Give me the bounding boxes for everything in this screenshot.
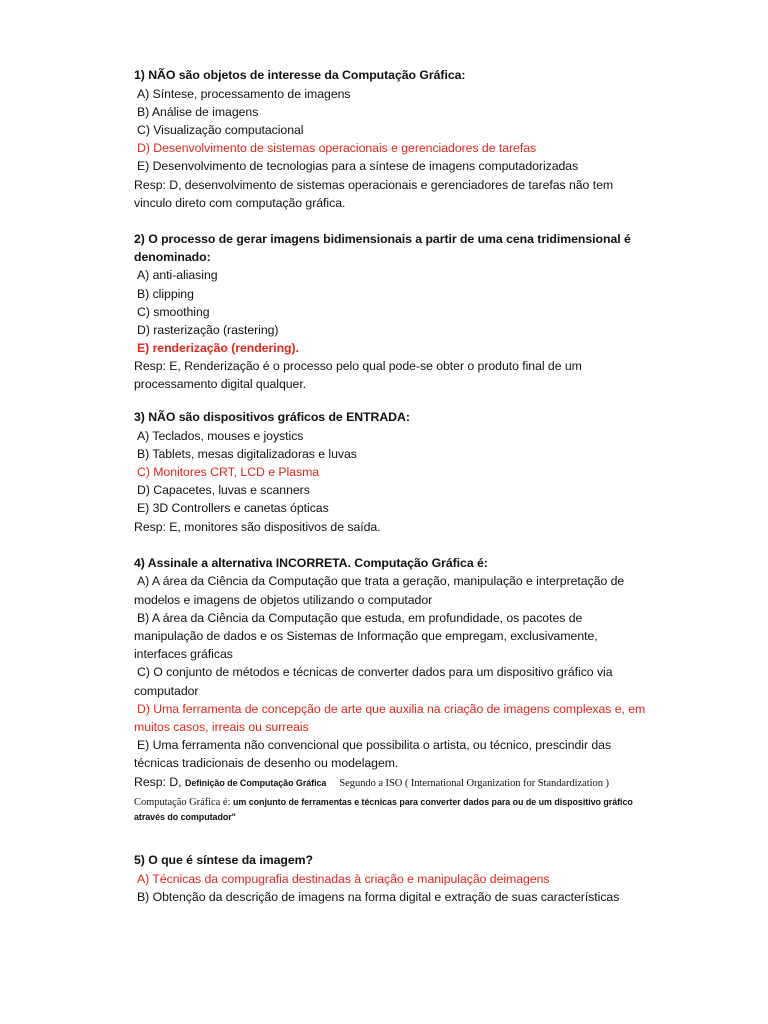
question-2-option-c: C) smoothing (137, 305, 210, 319)
response-cg-label: Computação Gráfica é: (134, 797, 233, 808)
question-3-response: Resp: E, monitores são dispositivos de saída. (134, 520, 381, 534)
question-1-option-b: B) Análise de imagens (137, 105, 259, 119)
question-2-title-line-1: 2) O processo de gerar imagens bidimensionais a partir de uma cena tridimensional é (134, 232, 631, 246)
question-4-option-c-line-2: computador (134, 684, 199, 698)
response-prefix: Resp: D, (134, 775, 185, 789)
question-3-option-a: A) Teclados, mouses e joystics (137, 429, 304, 443)
question-2-option-a: A) anti-aliasing (137, 268, 218, 282)
question-1-response-line-2: vinculo direto com computação gráfica. (134, 196, 346, 210)
question-1-option-d-correct: D) Desenvolvimento de sistemas operacionais e gerenciadores de tarefas (137, 141, 537, 155)
question-2-title-line-2: denominado: (134, 250, 211, 264)
question-5-option-a-correct: A) Técnicas da compugrafia destinadas à criação e manipulação deimagens (137, 872, 550, 886)
question-4-response-line-3 (134, 807, 244, 827)
question-4-title: 4) Assinale a alternativa INCORRETA. Computação Gráfica é: (134, 556, 488, 570)
question-3-option-b: B) Tablets, mesas digitalizadoras e luvas (137, 447, 357, 461)
question-4-option-c-line-1: C) O conjunto de métodos e técnicas de converter dados para um dispositivo gráfico via (137, 665, 613, 679)
response-definition-quote-1: um conjunto de ferramentas e técnicas para converter dados para ou de um dispositivo gráfico (232, 797, 633, 808)
question-2-response-line-1: Resp: E, Renderização é o processo pelo qual pode-se obter o produto final de um (134, 359, 582, 373)
question-4-option-b-line-1: B) A área da Ciência da Computação que estuda, em profundidade, os pacotes de (137, 611, 583, 625)
question-5-option-b: B) Obtenção da descrição de imagens na forma digital e extração de suas características (137, 890, 620, 904)
question-4-response-line-1 (134, 773, 609, 793)
question-4-option-a-line-1: A) A área da Ciência da Computação que trata a geração, manipulação e interpretação de (137, 574, 625, 588)
response-iso-reference: Segundo a ISO ( International Organization for Standardization ) (336, 778, 609, 789)
question-1-option-c: C) Visualização computacional (137, 123, 304, 137)
question-3-option-c-correct: C) Monitores CRT, LCD e Plasma (137, 465, 320, 479)
question-3-option-e: E) 3D Controllers e canetas ópticas (137, 501, 329, 515)
question-2-option-b: B) clipping (137, 287, 194, 301)
question-4-option-d-correct-line-2: muitos casos, irreais ou surreais (134, 720, 309, 734)
question-2-option-d: D) rasterização (rastering) (137, 323, 279, 337)
question-4-option-a-line-2: modelos e imagens de objetos utilizando o computador (134, 593, 433, 607)
question-4-option-e-line-1: E) Uma ferramenta não convencional que possibilita o artista, ou técnico, prescindir das (137, 738, 612, 752)
question-2-option-e-correct: E) renderização (rendering). (137, 341, 299, 355)
question-3-title: 3) NÃO são dispositivos gráficos de ENTRADA: (134, 410, 410, 424)
question-1-response-line-1: Resp: D, desenvolvimento de sistemas operacionais e gerenciadores de tarefas não tem (134, 178, 614, 192)
question-5-title: 5) O que é síntese da imagem? (134, 853, 313, 867)
question-4-option-d-correct-line-1: D) Uma ferramenta de concepção de arte que auxilia na criação de imagens complexas e, em (137, 702, 646, 716)
question-1-title: 1) NÃO são objetos de interesse da Computação Gráfica: (134, 68, 466, 82)
question-4-option-b-line-3: interfaces gráficas (134, 647, 233, 661)
response-definition-quote-2: através do computador" (134, 812, 236, 823)
question-1-option-e: E) Desenvolvimento de tecnologias para a síntese de imagens computadorizadas (137, 159, 579, 173)
question-3-option-d: D) Capacetes, luvas e scanners (137, 483, 310, 497)
question-4-option-e-line-2: técnicas tradicionais de desenho ou modelagem. (134, 756, 399, 770)
question-1-option-a: A) Síntese, processamento de imagens (137, 87, 351, 101)
question-2-response-line-2: processamento digital qualquer. (134, 377, 307, 391)
response-definition-heading: Definição de Computação Gráfica (184, 778, 327, 789)
question-4-option-b-line-2: manipulação de dados e os Sistemas de Informação que empregam, exclusivamente, (134, 629, 598, 643)
